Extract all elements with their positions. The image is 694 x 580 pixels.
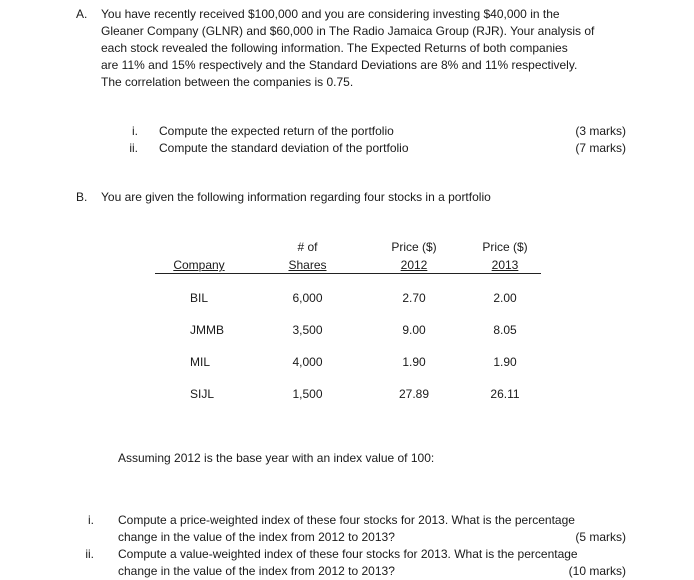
question-b-ii-line-1: Compute a value-weighted index of these four stocks for 2013. What is the percentage xyxy=(118,547,578,561)
cell-company: SIJL xyxy=(190,387,215,401)
section-a-line-3: each stock revealed the following information. The Expected Returns of both companies xyxy=(101,41,568,55)
question-a-i-marks: (3 marks) xyxy=(575,124,626,138)
section-a-line-4: are 11% and 15% respectively and the Standard Deviations are 8% and 11% respectively. xyxy=(101,58,578,72)
cell-company: BIL xyxy=(190,291,209,305)
table-header-rule xyxy=(155,273,541,274)
question-b-ii-line-2: change in the value of the index from 2012 to 2013? xyxy=(118,564,395,578)
cell-price-2012: 27.89 xyxy=(398,387,430,401)
question-a-ii-text: Compute the standard deviation of the portfolio xyxy=(159,141,409,155)
cell-price-2012: 9.00 xyxy=(402,323,426,337)
cell-price-2012: 2.70 xyxy=(402,291,426,305)
cell-company: JMMB xyxy=(190,323,224,337)
header-shares-bottom: Shares xyxy=(288,258,327,272)
cell-price-2013: 2.00 xyxy=(493,291,517,305)
question-b-ii-marks: (10 marks) xyxy=(568,564,626,578)
question-b-i-number: i. xyxy=(88,513,94,527)
section-a-line-1: You have recently received $100,000 and you are considering investing $40,000 in the xyxy=(101,7,560,21)
header-price-2012-bottom: 2012 xyxy=(400,258,428,272)
section-b-intro: You are given the following information regarding four stocks in a portfolio xyxy=(101,190,491,204)
section-a-line-5: The correlation between the companies is 0.75. xyxy=(101,75,354,89)
question-a-i-text: Compute the expected return of the portfolio xyxy=(159,124,394,138)
header-shares-top: # of xyxy=(297,240,318,254)
cell-shares: 6,000 xyxy=(292,291,323,305)
question-b-ii-number: ii. xyxy=(85,547,94,561)
section-b-letter: B. xyxy=(76,190,88,204)
header-company: Company xyxy=(173,258,225,272)
base-year-note: Assuming 2012 is the base year with an index value of 100: xyxy=(118,451,435,465)
header-price-2012-top: Price ($) xyxy=(391,240,437,254)
question-a-i-number: i. xyxy=(132,124,138,138)
cell-shares: 1,500 xyxy=(292,387,323,401)
header-price-2013-bottom: 2013 xyxy=(491,258,519,272)
section-a-line-2: Gleaner Company (GLNR) and $60,000 in The Radio Jamaica Group (RJR). Your analysis of xyxy=(101,24,595,38)
cell-company: MIL xyxy=(190,355,211,369)
question-a-ii-number: ii. xyxy=(129,141,138,155)
header-price-2013-top: Price ($) xyxy=(482,240,528,254)
cell-price-2013: 1.90 xyxy=(493,355,517,369)
question-b-i-line-2: change in the value of the index from 2012 to 2013? xyxy=(118,530,395,544)
question-b-i-line-1: Compute a price-weighted index of these four stocks for 2013. What is the percentage xyxy=(118,513,575,527)
cell-price-2013: 26.11 xyxy=(490,387,520,401)
cell-price-2012: 1.90 xyxy=(402,355,426,369)
cell-price-2013: 8.05 xyxy=(493,323,517,337)
cell-shares: 3,500 xyxy=(292,323,323,337)
question-a-ii-marks: (7 marks) xyxy=(575,141,626,155)
cell-shares: 4,000 xyxy=(292,355,323,369)
question-b-i-marks: (5 marks) xyxy=(575,530,626,544)
section-a-letter: A. xyxy=(76,7,88,21)
